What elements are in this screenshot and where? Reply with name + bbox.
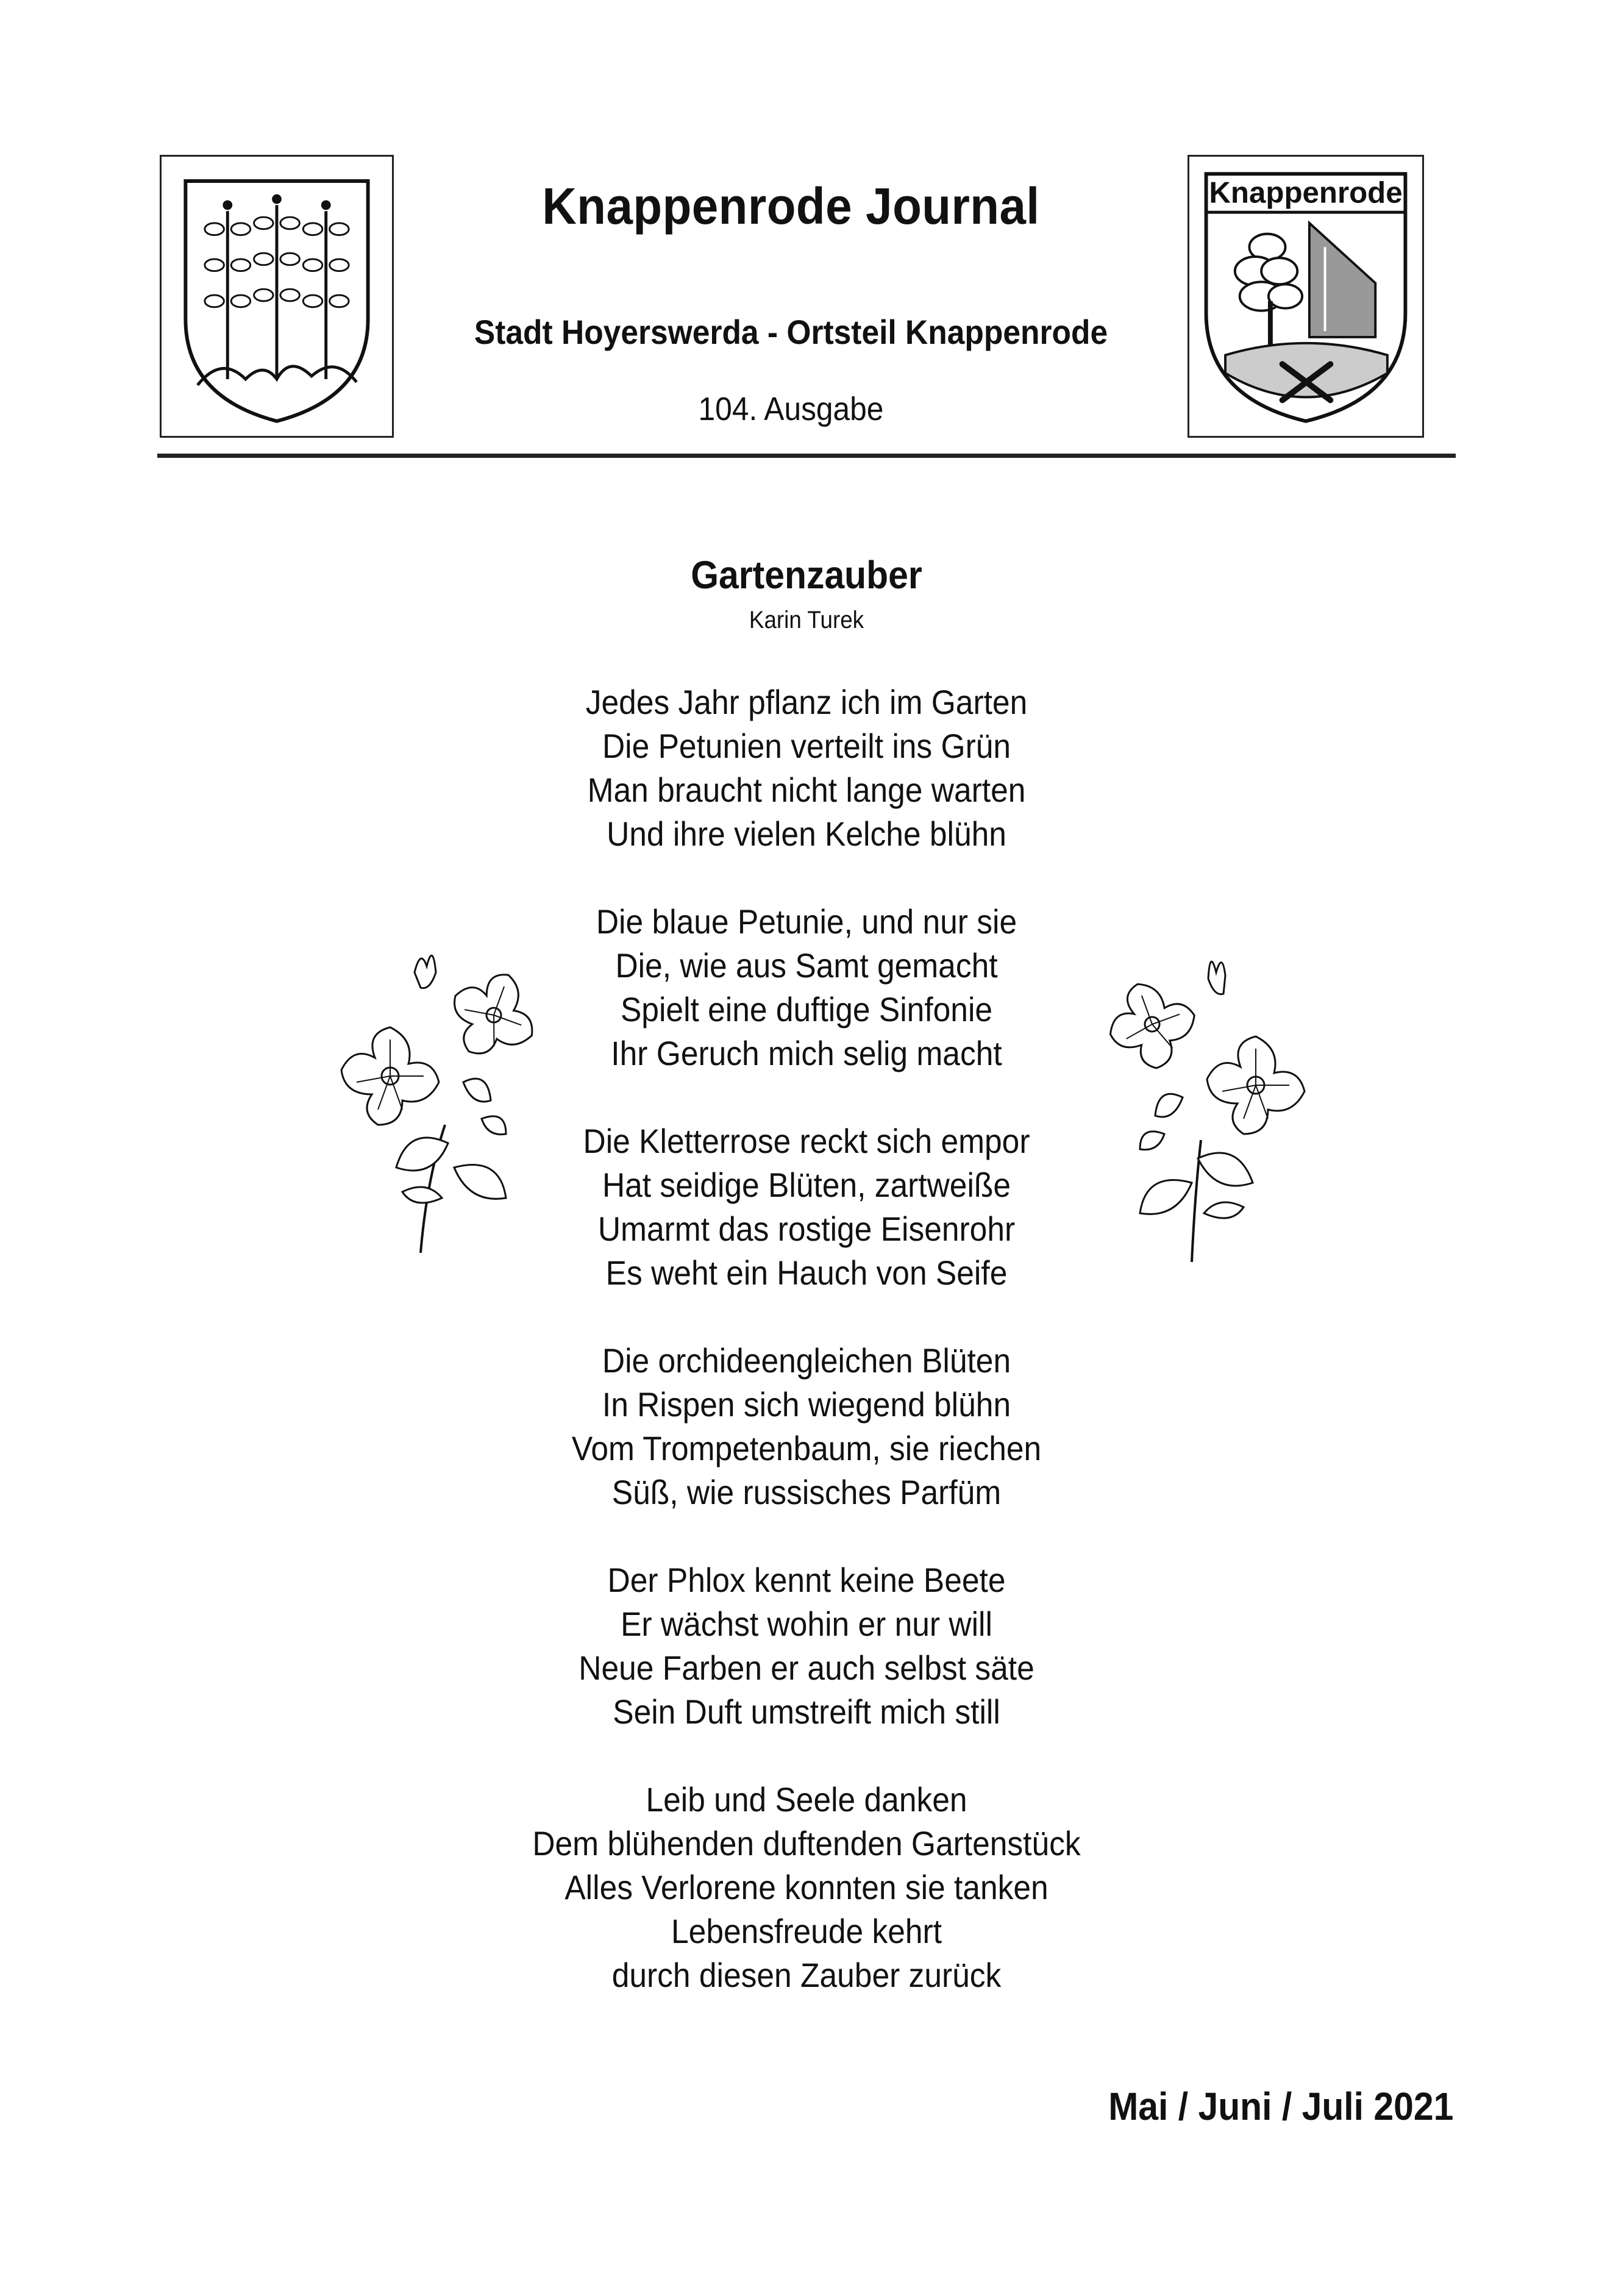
poem-line: In Rispen sich wiegend blühn <box>602 1385 1011 1424</box>
right-coat-of-arms <box>1187 155 1424 438</box>
poem-title: Gartenzauber <box>691 553 922 597</box>
poem-line: Die blaue Petunie, und nur sie <box>596 902 1017 941</box>
stanza <box>0 1558 1613 1734</box>
poem-line: Die orchideengleichen Blüten <box>602 1341 1011 1380</box>
poem-line: Die, wie aus Samt gemacht <box>615 946 998 985</box>
poem-line: Hat seidige Blüten, zartweiße <box>602 1166 1011 1204</box>
poem-line: Leib und Seele danken <box>646 1780 967 1819</box>
journal-subtitle: Stadt Hoyerswerda - Ortsteil Knappenrode <box>474 313 1108 351</box>
poem-author: Karin Turek <box>749 607 864 633</box>
journal-title: Knappenrode Journal <box>542 177 1040 235</box>
stanza <box>0 680 1613 856</box>
poem-line: Sein Duft umstreift mich still <box>613 1692 1000 1731</box>
poem-line: Lebensfreude kehrt <box>671 1912 942 1950</box>
stanza <box>0 1119 1613 1295</box>
poem-line: Umarmt das rostige Eisenrohr <box>597 1210 1016 1248</box>
poem-line: Es weht ein Hauch von Seife <box>605 1253 1008 1292</box>
flower-illustration-icon <box>323 924 567 1253</box>
left-coat-of-arms <box>160 155 394 438</box>
right-flower <box>1079 939 1323 1262</box>
poem-line: Die Petunien verteilt ins Grün <box>602 727 1011 765</box>
poem-line: Er wächst wohin er nur will <box>621 1605 992 1643</box>
poem-line: Spielt eine duftige Sinfonie <box>620 990 993 1029</box>
stanza <box>0 1778 1613 1997</box>
left-flower <box>323 924 567 1253</box>
poem-line: Süß, wie russisches Parfüm <box>611 1473 1002 1511</box>
publication-date: Mai / Juni / Juli 2021 <box>1108 2084 1453 2128</box>
poem-line: Die Kletterrose reckt sich empor <box>583 1122 1030 1160</box>
poem-line: Dem blühenden duftenden Gartenstück <box>532 1824 1081 1863</box>
poem-line: Alles Verlorene konnten sie tanken <box>564 1868 1049 1906</box>
poem-body <box>0 680 1613 2041</box>
poem-line: Vom Trompetenbaum, sie riechen <box>571 1429 1042 1467</box>
knappenrode-coat-of-arms-icon <box>1189 157 1422 436</box>
poem-line: durch diesen Zauber zurück <box>611 1956 1002 1994</box>
issue-number: 104. Ausgabe <box>698 391 884 427</box>
poem-line: Jedes Jahr pflanz ich im Garten <box>585 683 1028 721</box>
poem-line: Neue Farben er auch selbst säte <box>579 1649 1034 1687</box>
stanza <box>0 900 1613 1075</box>
flower-illustration-icon <box>1079 939 1323 1262</box>
crest-label: Knappenrode <box>1209 176 1403 210</box>
poem-line: Man braucht nicht lange warten <box>587 771 1026 809</box>
oak-trees-coat-of-arms-icon <box>162 157 392 436</box>
poem-line: Der Phlox kennt keine Beete <box>607 1561 1006 1599</box>
header-divider <box>157 454 1456 458</box>
poem-line: Ihr Geruch mich selig macht <box>611 1034 1002 1072</box>
stanza <box>0 1339 1613 1514</box>
poem-line: Und ihre vielen Kelche blühn <box>607 815 1006 853</box>
